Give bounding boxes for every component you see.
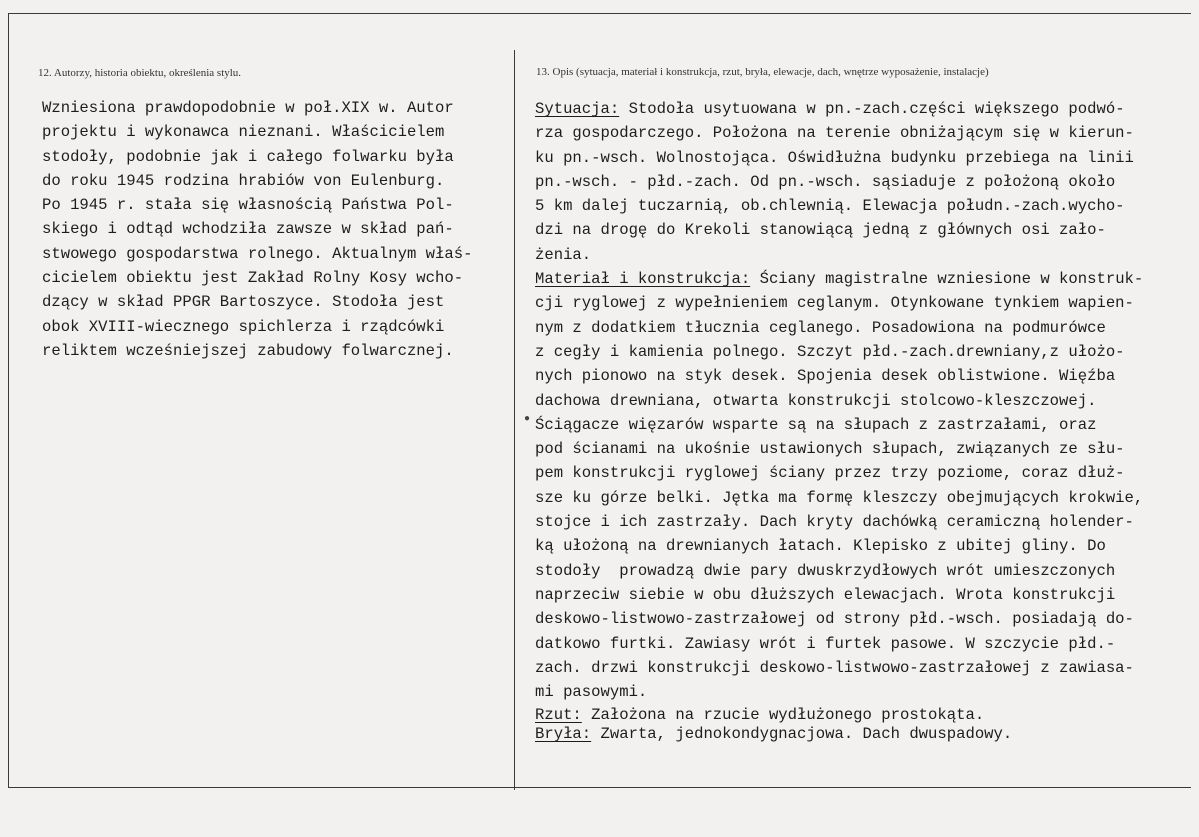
situation-first-line — [535, 97, 1143, 121]
situation-label: Sytuacja: — [535, 100, 620, 118]
text-line: stodoły, podobnie jak i całego folwarku była — [42, 147, 454, 166]
text-line: skiego i odtąd wchodziła zawsze w skład pań- — [42, 220, 454, 239]
section-13-heading: 13. Opis (sytuacja, materiał i konstrukcja, rzut, bryła, elewacje, dach, wnętrze wyposażenie, instalacje) — [536, 66, 989, 78]
text-line: Wzniesiona prawdopodobnie w poł.XIX w. Autor — [42, 99, 454, 117]
rzut-line — [535, 706, 1143, 724]
text-line: rza gospodarczego. Położona na terenie obniżającym się w kierun- — [535, 124, 1134, 143]
rzut-label: Rzut: — [535, 706, 582, 725]
text-line: sze ku górze belki. Jętka ma formę kleszczy obejmujących krokwie, — [535, 488, 1144, 507]
text-line: pod ścianami na ukośnie ustawionych słupach, związanych ze słu- — [535, 440, 1125, 459]
text-run: Zwarta, jednokondygnacjowa. Dach dwuspadowy. — [591, 725, 1013, 744]
text-line: do roku 1945 rodzina hrabiów von Eulenburg. — [42, 171, 445, 190]
text-line: cicielem obiektu jest Zakład Rolny Kosy wcho- — [42, 269, 464, 288]
text-line: z cegły i kamienia polnego. Szczyt płd.-zach.drewniany,z ułożo- — [535, 342, 1125, 361]
text-line: mi pasowymi. — [535, 683, 648, 702]
section-12-text — [42, 96, 472, 363]
text-line: naprzeciw siebie w obu dłuższych elewacjach. Wrota konstrukcji — [535, 585, 1116, 604]
text-line: stodoły prowadzą dwie pary dwuskrzydłowych wrót umieszczonych — [535, 561, 1116, 580]
text-line: datkowo furtki. Zawiasy wrót i furtek pasowe. W szczycie płd.- — [535, 634, 1116, 653]
construction-label: Materiał i konstrukcja: — [535, 270, 751, 289]
text-line: ką ułożoną na drewnianych łatach. Klepisko z ubitej gliny. Do — [535, 537, 1106, 556]
text-line: 5 km dalej tuczarnią, ob.chlewnią. Elewacja połudn.-zach.wycho- — [535, 197, 1125, 216]
text-line: obok XVIII-wiecznego spichlerza i rządcówki — [42, 317, 445, 336]
text-line: stojce i ich zastrzały. Dach kryty dachówką ceramiczną holender- — [535, 513, 1134, 532]
construction-first-line — [535, 267, 1143, 291]
text-line: stwowego gospodarstwa rolnego. Aktualnym właś- — [42, 244, 473, 263]
text-line: dzący w skład PPGR Bartoszyce. Stodoła jest — [42, 293, 445, 312]
section-12-heading: 12. Autorzy, historia obiektu, określenia stylu. — [38, 67, 242, 79]
margin-mark-icon: ● — [524, 414, 531, 425]
top-rule — [8, 13, 1191, 14]
text-line: żenia. — [535, 245, 592, 264]
column-divider — [514, 50, 515, 790]
text-line: ku pn.-wsch. Wolnostojąca. Oświdłużna budynku przebiega na linii — [535, 148, 1134, 167]
text-line: reliktem wcześniejszej zabudowy folwarcznej. — [42, 341, 454, 360]
bottom-rule — [8, 787, 1191, 788]
text-line: deskowo-listwowo-zastrzałowej od strony płd.-wsch. posiadają do- — [535, 610, 1134, 629]
text-line: nych pionowo na styk desek. Spojenia desek oblistwione. Więźba — [535, 367, 1116, 386]
text-run: Stodoła usytuowana w pn.-zach.części większego podwó- — [619, 100, 1125, 118]
text-line: dzi na drogę do Krekoli stanowiącą jedną z głównych osi zało- — [535, 221, 1106, 240]
text-line: pem konstrukcji ryglowej ściany przez trzy poziome, coraz dłuż- — [535, 464, 1125, 483]
left-edge-rule — [8, 13, 9, 788]
text-line: dachowa drewniana, otwarta konstrukcji stolcowo-kleszczowej. — [535, 391, 1097, 410]
text-line: Ściągacze więzarów wsparte są na słupach z zastrzałami, oraz — [535, 415, 1097, 434]
text-line: nym z dodatkiem tłucznia ceglanego. Posadowiona na podmurówce — [535, 318, 1106, 337]
text-line: Po 1945 r. stała się własnością Państwa Pol- — [42, 196, 454, 215]
section-13-text — [535, 97, 1143, 744]
text-line: zach. drzwi konstrukcji deskowo-listwowo-zastrzałowej z zawiasa- — [535, 658, 1134, 677]
text-run: Założona na rzucie wydłużonego prostokąta. — [581, 706, 985, 725]
text-line: pn.-wsch. - płd.-zach. Od pn.-wsch. sąsiaduje z położoną około — [535, 172, 1116, 191]
bryla-label: Bryła: — [535, 725, 592, 744]
text-run: Ściany magistralne wzniesione w konstruk- — [750, 270, 1144, 289]
bryla-line — [535, 724, 1143, 744]
text-line: projektu i wykonawca nieznani. Właścicielem — [42, 123, 445, 142]
text-line: cji ryglowej z wypełnieniem ceglanym. Otynkowane tynkiem wapien- — [535, 294, 1134, 313]
